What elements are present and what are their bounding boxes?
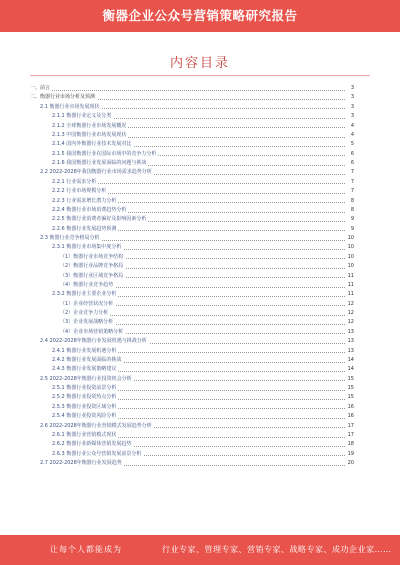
toc-entry-text: 2.5 2022-2028年衡器行业投资机会分析 bbox=[30, 375, 134, 384]
toc-page-number: 3 bbox=[345, 112, 354, 121]
toc-entry-text: 2.1.6 我国衡器行业发展面临的问题与挑战 bbox=[30, 159, 148, 168]
toc-entry[interactable] bbox=[30, 403, 354, 412]
toc-entry[interactable] bbox=[30, 131, 354, 140]
toc-entry[interactable] bbox=[30, 206, 354, 215]
toc-page-number: 5 bbox=[345, 140, 354, 149]
toc-entry-text: （3）企业发展战略分析 bbox=[30, 318, 115, 327]
toc-entry[interactable] bbox=[30, 328, 354, 337]
toc-entry-text: 2.1.5 我国衡器行业在国际市场中的竞争力分析 bbox=[30, 150, 158, 159]
toc-entry-text: 二、衡器行业市场分析及预测 bbox=[30, 93, 97, 102]
toc-title: 内容目录 bbox=[169, 56, 230, 71]
toc-entry-text: 2.1.1 衡器行业定义及分类 bbox=[30, 112, 113, 121]
toc-entry-text: （4）衡器行业竞争趋势 bbox=[30, 281, 115, 290]
toc-page-number: 12 bbox=[345, 300, 354, 309]
toc-page-number: 9 bbox=[345, 225, 354, 234]
toc-page-number: 3 bbox=[345, 84, 354, 93]
toc-entry[interactable] bbox=[30, 253, 354, 262]
toc-page-number: 17 bbox=[345, 422, 354, 431]
toc-entry-text: 2.2.2 行业市场规模分析 bbox=[30, 187, 108, 196]
toc-entry-text: 2.5.4 衡器行业投资风险分析 bbox=[30, 412, 118, 421]
toc-entry[interactable] bbox=[30, 412, 354, 421]
toc-entry-text: （1）衡器行业市场竞争结构 bbox=[30, 253, 125, 262]
toc-entry[interactable] bbox=[30, 356, 354, 365]
toc-page-number: 12 bbox=[345, 318, 354, 327]
toc-page-number: 11 bbox=[345, 281, 354, 290]
toc-entry[interactable] bbox=[30, 431, 354, 440]
toc-entry[interactable] bbox=[30, 309, 354, 318]
toc-entry-text: 2.5.2 衡器行业投资热点分析 bbox=[30, 393, 118, 402]
toc-entry-text: （3）衡器行业区域竞争格局 bbox=[30, 272, 125, 281]
toc-entry-text: （4）企业市场营销策略分析 bbox=[30, 328, 125, 337]
toc-entry[interactable] bbox=[30, 365, 354, 374]
toc-entry[interactable] bbox=[30, 187, 354, 196]
toc-page-number: 10 bbox=[345, 253, 354, 262]
toc-entry-text: 2.4 2022-2028年衡器行业发展机遇与挑战分析 bbox=[30, 337, 149, 346]
toc-entry-text: 2.2.6 衡器行业发展趋势预测 bbox=[30, 225, 118, 234]
toc-entry-text: 2.1.4 国内外衡器行业技术发展对比 bbox=[30, 140, 133, 149]
toc-entry-text: 2.5.3 衡器行业投资区域分析 bbox=[30, 403, 118, 412]
toc-page-number: 8 bbox=[345, 197, 354, 206]
footer-bar bbox=[0, 535, 400, 565]
toc-entry[interactable] bbox=[30, 215, 354, 224]
table-of-contents bbox=[30, 84, 354, 468]
toc-entry-text: 2.2.3 行业需求增长潜力分析 bbox=[30, 197, 118, 206]
toc-entry[interactable] bbox=[30, 168, 354, 177]
toc-entry[interactable] bbox=[30, 234, 354, 243]
title-divider bbox=[30, 75, 370, 76]
toc-entry[interactable] bbox=[30, 318, 354, 327]
footer-left-text: 让每个人都能成为 bbox=[50, 545, 122, 554]
toc-page-number: 4 bbox=[345, 122, 354, 131]
toc-entry[interactable] bbox=[30, 140, 354, 149]
toc-entry-text: 2.1.3 中国衡器行业市场发展现状 bbox=[30, 131, 128, 140]
toc-entry[interactable] bbox=[30, 197, 354, 206]
toc-entry-text: 2.1.2 全球衡器行业市场发展概况 bbox=[30, 122, 128, 131]
toc-page-number: 13 bbox=[345, 337, 354, 346]
toc-page-number: 12 bbox=[345, 309, 354, 318]
toc-entry-text: 2.4.1 衡器行业发展机遇分析 bbox=[30, 347, 118, 356]
toc-entry-text: 2.2.5 衡器行业消费者偏好及影响因素分析 bbox=[30, 215, 148, 224]
toc-entry[interactable] bbox=[30, 347, 354, 356]
toc-entry[interactable] bbox=[30, 225, 354, 234]
toc-entry[interactable] bbox=[30, 93, 354, 102]
toc-entry-text: 2.4.2 衡器行业发展面临的挑战 bbox=[30, 356, 123, 365]
toc-entry[interactable] bbox=[30, 440, 354, 449]
toc-page-number: 8 bbox=[345, 206, 354, 215]
toc-page-number: 7 bbox=[345, 168, 354, 177]
toc-entry[interactable] bbox=[30, 122, 354, 131]
toc-page-number: 20 bbox=[345, 459, 354, 468]
toc-page-number: 11 bbox=[345, 290, 354, 299]
toc-entry-text: 2.5.1 衡器行业投资前景分析 bbox=[30, 384, 118, 393]
toc-page-number: 11 bbox=[345, 272, 354, 281]
toc-page-number: 14 bbox=[345, 365, 354, 374]
toc-entry-text: 2.1 衡器行业市场发展现状 bbox=[30, 103, 102, 112]
toc-page-number: 15 bbox=[345, 384, 354, 393]
footer-right-text: 行业专家、管理专家、营销专家、战略专家、成功企业家…… bbox=[162, 545, 392, 554]
toc-leader-dots bbox=[30, 90, 345, 91]
toc-page-number: 15 bbox=[345, 393, 354, 402]
toc-page-number: 7 bbox=[345, 187, 354, 196]
toc-entry-text: 2.6.2 衡器行业新媒体营销发展趋势 bbox=[30, 440, 133, 449]
toc-page-number: 6 bbox=[345, 150, 354, 159]
toc-page-number: 3 bbox=[345, 103, 354, 112]
toc-entry[interactable] bbox=[30, 393, 354, 402]
toc-entry[interactable] bbox=[30, 281, 354, 290]
toc-page-number: 14 bbox=[345, 356, 354, 365]
toc-entry-text: 2.6 2022-2028年衡器行业营销模式发展趋势分析 bbox=[30, 422, 154, 431]
toc-entry-text: 2.6.3 衡器行业公众号营销发展前景分析 bbox=[30, 450, 143, 459]
toc-entry-text: 2.2.4 衡器行业市场消费趋势分析 bbox=[30, 206, 128, 215]
toc-page-number: 10 bbox=[345, 243, 354, 252]
toc-page-number: 15 bbox=[345, 375, 354, 384]
toc-entry[interactable] bbox=[30, 112, 354, 121]
toc-entry[interactable] bbox=[30, 300, 354, 309]
toc-entry[interactable] bbox=[30, 290, 354, 299]
toc-entry-text: （1）企业经营状况分析 bbox=[30, 300, 115, 309]
toc-page-number: 4 bbox=[345, 131, 354, 140]
toc-entry-text: 2.2 2022-2028年我国衡器行业市场需求趋势分析 bbox=[30, 168, 154, 177]
toc-entry[interactable] bbox=[30, 459, 354, 468]
toc-page-number: 10 bbox=[345, 234, 354, 243]
toc-entry[interactable] bbox=[30, 422, 354, 431]
toc-entry[interactable] bbox=[30, 159, 354, 168]
toc-entry[interactable] bbox=[30, 178, 354, 187]
toc-page-number: 13 bbox=[345, 347, 354, 356]
toc-page-number: 17 bbox=[345, 431, 354, 440]
toc-entry[interactable] bbox=[30, 84, 354, 93]
toc-entry-text: 2.6.1 衡器行业营销模式现状 bbox=[30, 431, 118, 440]
toc-entry-text: 2.4.3 衡器行业发展策略建议 bbox=[30, 365, 118, 374]
toc-page-number: 18 bbox=[345, 440, 354, 449]
toc-entry[interactable] bbox=[30, 375, 354, 384]
toc-page-number: 6 bbox=[345, 159, 354, 168]
toc-entry[interactable] bbox=[30, 272, 354, 281]
toc-entry[interactable] bbox=[30, 243, 354, 252]
toc-entry-text: 2.3.1 衡器行业市场集中度分析 bbox=[30, 243, 123, 252]
toc-entry[interactable] bbox=[30, 103, 354, 112]
toc-page-number: 3 bbox=[345, 93, 354, 102]
toc-entry-text: 一、前言 bbox=[30, 84, 52, 93]
toc-entry-text: 2.7 2022-2028年衡器行业发展趋势 bbox=[30, 459, 124, 468]
toc-entry-text: 2.3.2 衡器行业主要企业分析 bbox=[30, 290, 118, 299]
toc-page-number: 16 bbox=[345, 403, 354, 412]
toc-page-number: 16 bbox=[345, 412, 354, 421]
toc-entry[interactable] bbox=[30, 262, 354, 271]
toc-entry-text: 2.3 衡器行业竞争格局分析 bbox=[30, 234, 102, 243]
report-header-bar bbox=[0, 0, 400, 32]
toc-entry[interactable] bbox=[30, 337, 354, 346]
toc-entry[interactable] bbox=[30, 150, 354, 159]
toc-entry-text: （2）企业竞争力分析 bbox=[30, 309, 110, 318]
toc-entry-text: 2.2.1 行业需求分析 bbox=[30, 178, 98, 187]
toc-page-number: 7 bbox=[345, 178, 354, 187]
toc-page-number: 9 bbox=[345, 215, 354, 224]
toc-entry[interactable] bbox=[30, 384, 354, 393]
toc-entry[interactable] bbox=[30, 450, 354, 459]
toc-page-number: 13 bbox=[345, 328, 354, 337]
toc-page-number: 19 bbox=[345, 450, 354, 459]
toc-page-number: 10 bbox=[345, 262, 354, 271]
report-title: 衡器企业公众号营销策略研究报告 bbox=[102, 8, 298, 23]
toc-entry-text: （2）衡器行业品牌竞争格局 bbox=[30, 262, 125, 271]
